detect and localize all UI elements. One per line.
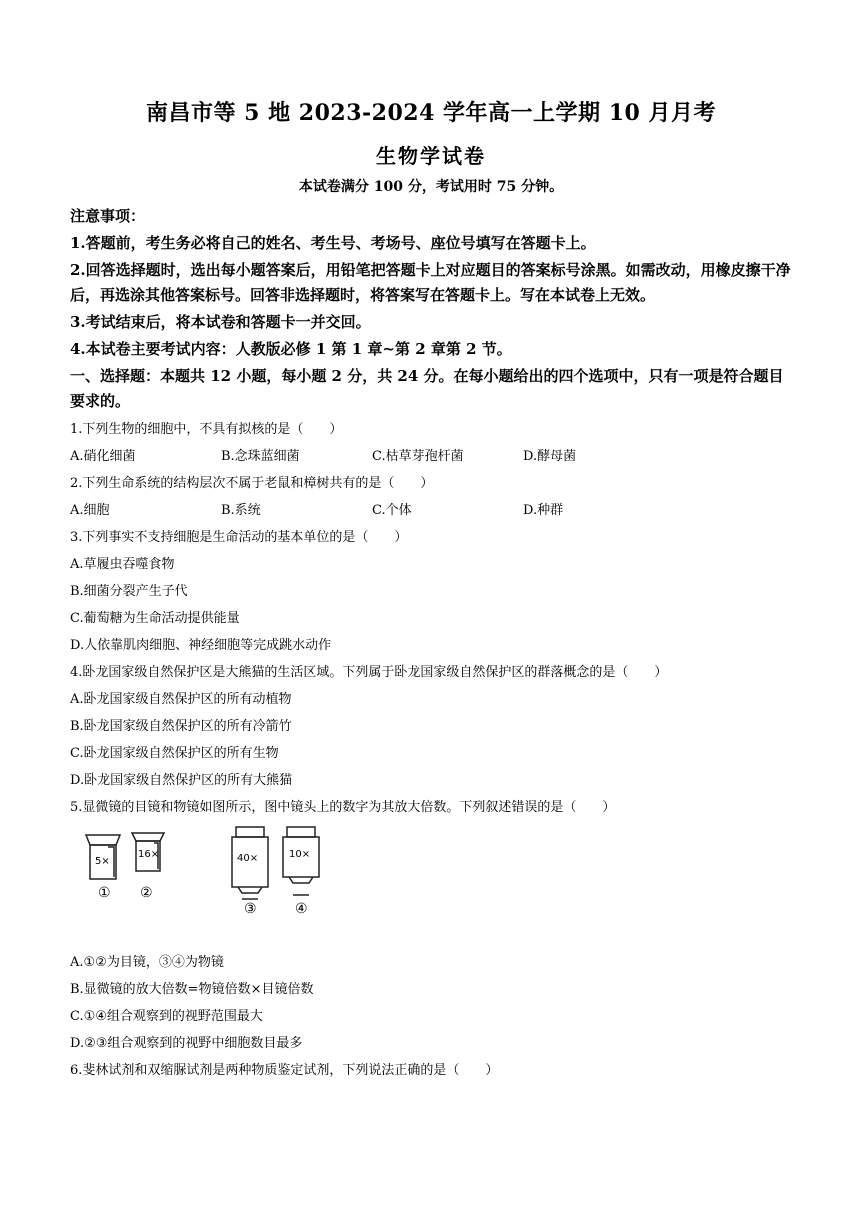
- option: A.硝化细菌: [70, 449, 136, 464]
- option-row: [70, 447, 792, 466]
- option: B.念珠蓝细菌: [221, 449, 300, 464]
- lens-number: ③: [244, 901, 257, 917]
- lens-label: 10×: [289, 849, 311, 860]
- option: A.卧龙国家级自然保护区的所有动植物: [70, 692, 292, 707]
- option: C.①④组合观察到的视野范围最大: [70, 1009, 263, 1024]
- question-stem: 4.卧龙国家级自然保护区是大熊猫的生活区域。下列属于卧龙国家级自然保护区的群落概念的是（ ）: [70, 665, 668, 680]
- question-stem: 2.下列生命系统的结构层次不属于老鼠和樟树共有的是（ ）: [70, 476, 434, 491]
- question-stem: 5.显微镜的目镜和物镜如图所示，图中镜头上的数字为其放大倍数。下列叙述错误的是（ ）: [70, 800, 616, 815]
- question-stem: 1.下列生物的细胞中，不具有拟核的是（ ）: [70, 422, 343, 437]
- section-heading: 一、选择题：本题共 12 小题，每小题 2 分，共 24 分。在每小题给出的四个选项中，只有一项是符合题目要求的。: [70, 367, 784, 410]
- option: D.酵母菌: [523, 449, 577, 464]
- question-stem: 6.斐林试剂和双缩脲试剂是两种物质鉴定试剂，下列说法正确的是（ ）: [70, 1063, 499, 1078]
- exam-title: 南昌市等 5 地 2023-2024 学年高一上学期 10 月月考: [146, 100, 716, 126]
- lens-label: 5×: [95, 856, 110, 867]
- option: D.卧龙国家级自然保护区的所有大熊猫: [70, 773, 293, 788]
- lens-number: ②: [140, 885, 153, 901]
- notice-item: 4.本试卷主要考试内容：人教版必修 1 第 1 章~第 2 章第 2 节。: [70, 340, 512, 358]
- option-row: [70, 501, 792, 520]
- objective-lens-4: [283, 827, 319, 895]
- question-stem: 3.下列事实不支持细胞是生命活动的基本单位的是（ ）: [70, 530, 408, 545]
- option: D.种群: [523, 503, 564, 518]
- notice-item: 2.回答选择题时，选出每小题答案后，用铅笔把答题卡上对应题目的答案标号涂黑。如需改动，用橡皮擦干净后，再选涂其他答案标号。回答非选择题时，将答案写在答题卡上。写在本试卷上无效。: [70, 261, 791, 304]
- notice-item: 3.考试结束后，将本试卷和答题卡一并交回。: [70, 313, 371, 331]
- option: A.细胞: [70, 503, 110, 518]
- option: B.卧龙国家级自然保护区的所有冷箭竹: [70, 719, 292, 734]
- option: C.个体: [372, 503, 412, 518]
- exam-subject: 生物学试卷: [376, 144, 486, 168]
- option: B.系统: [221, 503, 261, 518]
- notice-item: 1.答题前，考生务必将自己的姓名、考生号、考场号、座位号填写在答题卡上。: [70, 234, 596, 252]
- notice-heading: 注意事项：: [70, 207, 146, 225]
- exam-info: 本试卷满分 100 分，考试用时 75 分钟。: [298, 179, 564, 195]
- option: B.显微镜的放大倍数=物镜倍数×目镜倍数: [70, 982, 314, 997]
- option: C.葡萄糖为生命活动提供能量: [70, 611, 240, 626]
- lens-label: 16×: [138, 849, 160, 860]
- option: A.①②为目镜，③④为物镜: [70, 955, 224, 970]
- option: D.②③组合观察到的视野中细胞数目最多: [70, 1036, 303, 1051]
- option: B.细菌分裂产生子代: [70, 584, 188, 599]
- microscope-lens-figure: [70, 825, 792, 945]
- option: A.草履虫吞噬食物: [70, 557, 175, 572]
- lens-number: ①: [98, 885, 111, 901]
- lens-label: 40×: [237, 853, 259, 864]
- option: D.人依靠肌肉细胞、神经细胞等完成跳水动作: [70, 638, 332, 653]
- exam-page: [70, 98, 792, 1088]
- option: C.枯草芽孢杆菌: [372, 449, 464, 464]
- option: C.卧龙国家级自然保护区的所有生物: [70, 746, 279, 761]
- lens-number: ④: [295, 901, 308, 917]
